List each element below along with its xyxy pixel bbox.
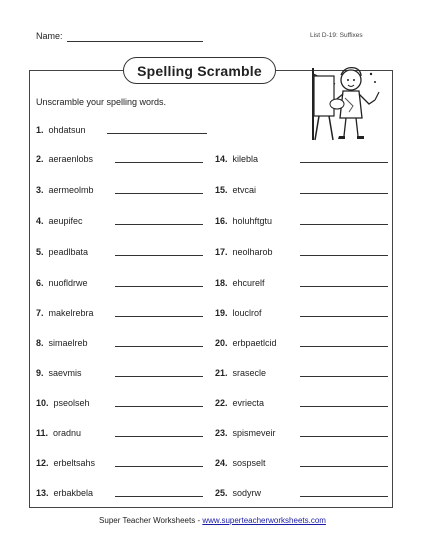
answer-line[interactable] [300, 193, 388, 194]
scrambled-word: makelrebra [48, 308, 94, 318]
scrambled-word: sospselt [232, 458, 266, 468]
item-number: 6. [36, 278, 44, 288]
list-item [36, 338, 88, 348]
scrambled-word: kilebla [232, 154, 259, 164]
list-item [36, 278, 88, 288]
item-number: 4. [36, 216, 44, 226]
answer-line[interactable] [300, 286, 388, 287]
answer-line[interactable] [115, 466, 203, 467]
answer-line[interactable] [300, 376, 388, 377]
answer-line[interactable] [300, 436, 388, 437]
scrambled-word: holuhftgtu [232, 216, 273, 226]
answer-line[interactable] [115, 162, 203, 163]
name-line[interactable] [67, 41, 203, 42]
answer-line[interactable] [107, 133, 207, 134]
list-item [215, 428, 276, 438]
item-number: 17. [215, 247, 228, 257]
scrambled-word: etvcai [232, 185, 257, 195]
worksheet-title [123, 57, 276, 84]
scrambled-word: erbakbela [53, 488, 94, 498]
item-number: 1. [36, 125, 44, 135]
answer-line[interactable] [115, 286, 203, 287]
list-item [36, 216, 83, 226]
answer-line[interactable] [300, 346, 388, 347]
list-item [36, 154, 93, 164]
scrambled-word: sodyrw [232, 488, 262, 498]
scrambled-word: erbeltsahs [53, 458, 96, 468]
answer-line[interactable] [115, 255, 203, 256]
item-number: 14. [215, 154, 228, 164]
list-item [215, 247, 273, 257]
item-number: 16. [215, 216, 228, 226]
list-item [215, 458, 266, 468]
scrambled-word: saevmis [48, 368, 82, 378]
boy-painting-at-easel-icon [305, 60, 383, 142]
item-number: 23. [215, 428, 228, 438]
list-item [36, 398, 90, 408]
list-item [215, 488, 261, 498]
scrambled-word: louclrof [232, 308, 262, 318]
scrambled-word: ehcurelf [232, 278, 265, 288]
item-number: 18. [215, 278, 228, 288]
item-number: 2. [36, 154, 44, 164]
item-number: 22. [215, 398, 228, 408]
scrambled-word: aeraenlobs [48, 154, 94, 164]
answer-line[interactable] [115, 316, 203, 317]
list-item [215, 185, 256, 195]
scrambled-word: aeupifec [48, 216, 83, 226]
list-item [215, 398, 264, 408]
answer-line[interactable] [115, 193, 203, 194]
list-item [215, 278, 265, 288]
list-item [36, 185, 94, 195]
list-item [36, 125, 86, 135]
item-number: 12. [36, 458, 49, 468]
item-number: 9. [36, 368, 44, 378]
item-number: 20. [215, 338, 228, 348]
item-number: 15. [215, 185, 228, 195]
list-item [215, 368, 266, 378]
item-number: 3. [36, 185, 44, 195]
list-item [215, 308, 262, 318]
list-item [215, 216, 272, 226]
answer-line[interactable] [300, 162, 388, 163]
answer-line[interactable] [300, 255, 388, 256]
scrambled-word: peadlbata [48, 247, 89, 257]
list-item [36, 488, 93, 498]
item-number: 8. [36, 338, 44, 348]
answer-line[interactable] [115, 376, 203, 377]
scrambled-word: aermeolmb [48, 185, 94, 195]
footer-prefix: Super Teacher Worksheets - [99, 516, 203, 525]
answer-line[interactable] [300, 316, 388, 317]
answer-line[interactable] [300, 496, 388, 497]
list-item [36, 247, 88, 257]
scrambled-word: srasecle [232, 368, 267, 378]
item-number: 19. [215, 308, 228, 318]
item-number: 24. [215, 458, 228, 468]
name-label: Name: [36, 31, 63, 41]
list-item [36, 458, 95, 468]
answer-line[interactable] [300, 466, 388, 467]
item-number: 7. [36, 308, 44, 318]
footer [0, 516, 425, 525]
answer-line[interactable] [300, 224, 388, 225]
scrambled-word: ohdatsun [48, 125, 86, 135]
item-number: 21. [215, 368, 228, 378]
answer-line[interactable] [115, 436, 203, 437]
answer-line[interactable] [300, 406, 388, 407]
scrambled-word: spismeveir [232, 428, 276, 438]
item-number: 5. [36, 247, 44, 257]
answer-line[interactable] [115, 346, 203, 347]
list-label: List D-19: Suffixes [310, 32, 363, 39]
worksheet-title-text: Spelling Scramble [137, 62, 262, 79]
answer-line[interactable] [115, 496, 203, 497]
scrambled-word: nuofldrwe [48, 278, 88, 288]
scrambled-word: pseolseh [53, 398, 90, 408]
answer-line[interactable] [115, 406, 203, 407]
footer-link[interactable]: www.superteacherworksheets.com [202, 516, 326, 525]
item-number: 11. [36, 428, 49, 438]
list-item [36, 308, 94, 318]
scrambled-word: evriecta [232, 398, 265, 408]
scrambled-word: simaelreb [48, 338, 88, 348]
list-item [215, 338, 277, 348]
list-item [215, 154, 258, 164]
instructions: Unscramble your spelling words. [36, 97, 167, 107]
list-item [36, 428, 81, 438]
answer-line[interactable] [115, 224, 203, 225]
item-number: 13. [36, 488, 49, 498]
item-number: 25. [215, 488, 228, 498]
list-item [36, 368, 82, 378]
item-number: 10. [36, 398, 49, 408]
scrambled-word: neolharob [232, 247, 273, 257]
scrambled-word: oradnu [53, 428, 82, 438]
scrambled-word: erbpaetlcid [232, 338, 277, 348]
